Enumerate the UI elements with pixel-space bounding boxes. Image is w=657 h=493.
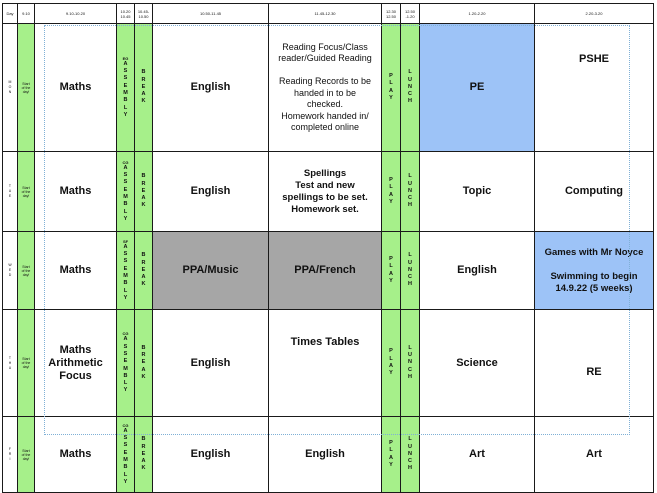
mon-slot-5: Reading Focus/Class reader/Guided Reading Reading Records to be handed in to be checked. Homework handed in/ completed online <box>269 24 382 152</box>
wed-play <box>382 232 401 310</box>
vertical-label: L U N C H <box>408 69 412 105</box>
mon-assembly <box>117 24 135 152</box>
header-slot-1: 9.10-10.20 <box>35 4 117 24</box>
header-slot-7 <box>401 4 420 24</box>
vertical-label: SF A S S E M B L Y <box>122 238 129 301</box>
vertical-label: P L A Y <box>389 255 393 284</box>
header-slot-7-start: 12.50 <box>404 8 415 14</box>
header-slot-6 <box>382 4 401 24</box>
wed-break <box>135 232 153 310</box>
wed-slot-5: PPA/French <box>269 232 382 310</box>
tue-assembly <box>117 152 135 232</box>
mon-slot-1: Maths <box>35 24 117 152</box>
mon-slot-4: English <box>153 24 269 152</box>
header-slot-3-start: 10.45- <box>137 8 150 14</box>
day-label-mon: M O N <box>3 24 18 152</box>
tue-slot-1: Maths <box>35 152 117 232</box>
tue-play <box>382 152 401 232</box>
thu-assembly <box>117 310 135 417</box>
vertical-label: CG A S S E M B L Y <box>122 159 129 222</box>
wed-lunch <box>401 232 420 310</box>
fri-slot-5: English <box>269 417 382 493</box>
start-of-day-cell: Start of the day! <box>18 232 35 310</box>
fri-slot-9: Art <box>535 417 654 493</box>
vertical-label: L U N C H <box>408 252 412 288</box>
thu-slot-8: Science <box>420 310 535 417</box>
header-slot-7-end: -1.20 <box>405 13 415 19</box>
fri-break <box>135 417 153 493</box>
day-label-wed: W E D <box>3 232 18 310</box>
header-start: 9.10 <box>18 4 35 24</box>
header-slot-2 <box>117 4 135 24</box>
start-of-day-cell: Start of the day! <box>18 310 35 417</box>
header-slot-4: 10.50-11.45 <box>153 4 269 24</box>
thu-lunch <box>401 310 420 417</box>
vertical-label: L U N C H <box>408 436 412 472</box>
header-slot-2-end: 10.45 <box>120 13 131 19</box>
thu-play <box>382 310 401 417</box>
mon-play <box>382 24 401 152</box>
tuesday-row <box>3 152 654 232</box>
friday-row <box>3 417 654 493</box>
header-slot-3 <box>135 4 153 24</box>
wed-slot-8: English <box>420 232 535 310</box>
vertical-label: B R E A K <box>141 436 146 472</box>
header-slot-5: 11.45-12.30 <box>269 4 382 24</box>
mon-slot-8: PE <box>420 24 535 152</box>
vertical-label: P L A Y <box>389 72 393 101</box>
tue-slot-9: Computing <box>535 152 654 232</box>
vertical-label: L U N C H <box>408 344 412 380</box>
mon-break <box>135 24 153 152</box>
wed-slot-4: PPA/Music <box>153 232 269 310</box>
vertical-label: EG A S S E M B L Y <box>122 55 129 118</box>
header-slot-9: 2.20-3.20 <box>535 4 654 24</box>
vertical-label: CG A S S E M B L Y <box>122 331 129 394</box>
header-slot-3-end: 10.50 <box>138 13 149 19</box>
tue-slot-4: English <box>153 152 269 232</box>
mon-slot-9: PSHE <box>535 24 654 152</box>
fri-play <box>382 417 401 493</box>
vertical-label: B R E A K <box>141 173 146 209</box>
day-label-fri: F R I <box>3 417 18 493</box>
start-of-day-cell: Start of the day! <box>18 152 35 232</box>
vertical-label: P L A Y <box>389 348 393 377</box>
tue-slot-5: Spellings Test and new spellings to be set. Homework set. <box>269 152 382 232</box>
header-slot-6-end: 12.50 <box>385 13 396 19</box>
vertical-label: CG A S S E M B L Y <box>122 422 129 485</box>
header-slot-6-start: 12.30 <box>385 8 396 14</box>
header-row <box>3 4 654 24</box>
header-slot-8: 1.20-2.20 <box>420 4 535 24</box>
fri-slot-4: English <box>153 417 269 493</box>
thu-slot-4: English <box>153 310 269 417</box>
thursday-row <box>3 310 654 417</box>
wed-slot-9: Games with Mr Noyce Swimming to begin 14.9.22 (5 weeks) <box>535 232 654 310</box>
day-label-tue: T U E <box>3 152 18 232</box>
day-label-thu: T H U <box>3 310 18 417</box>
fri-assembly <box>117 417 135 493</box>
fri-slot-8: Art <box>420 417 535 493</box>
monday-row <box>3 24 654 152</box>
thu-break <box>135 310 153 417</box>
wed-slot-1: Maths <box>35 232 117 310</box>
header-day: Day <box>3 4 18 24</box>
vertical-label: L U N C H <box>408 173 412 209</box>
header-slot-2-start: 10.20 <box>120 8 131 14</box>
thu-slot-5: Times Tables <box>269 310 382 417</box>
start-of-day-cell: Start of the day! <box>18 417 35 493</box>
tue-break <box>135 152 153 232</box>
vertical-label: P L A Y <box>389 176 393 205</box>
tue-slot-8: Topic <box>420 152 535 232</box>
tue-lunch <box>401 152 420 232</box>
thu-slot-1: Maths Arithmetic Focus <box>35 310 117 417</box>
wed-assembly <box>117 232 135 310</box>
fri-slot-1: Maths <box>35 417 117 493</box>
thu-slot-9: RE <box>535 310 654 417</box>
vertical-label: B R E A K <box>141 344 146 380</box>
wednesday-row <box>3 232 654 310</box>
vertical-label: B R E A K <box>141 252 146 288</box>
mon-lunch <box>401 24 420 152</box>
start-of-day-cell: Start of the day! <box>18 24 35 152</box>
fri-lunch <box>401 417 420 493</box>
vertical-label: B R E A K <box>141 69 146 105</box>
timetable <box>2 3 654 493</box>
vertical-label: P L A Y <box>389 439 393 468</box>
